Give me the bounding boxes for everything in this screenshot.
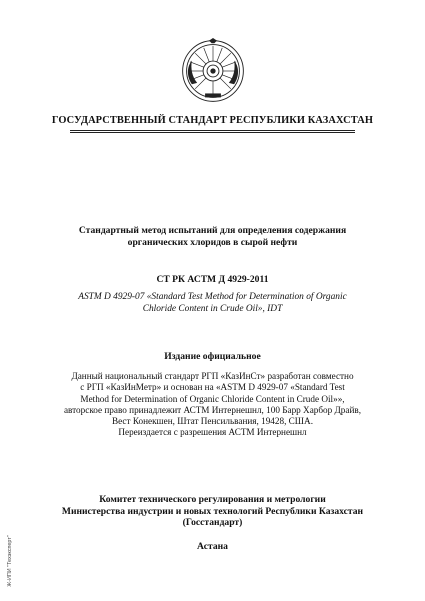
- heading-rule-bottom: [70, 132, 355, 133]
- standard-designation: СТ РК АСТМ Д 4929-2011: [156, 274, 269, 285]
- info-line: Данный национальный стандарт РГП «КазИнСт» разработан совместно: [71, 371, 354, 381]
- committee-line: Министерства индустрии и новых технологий Республики Казахстан: [61, 505, 364, 517]
- info-line: авторское право принадлежит АСТМ Интернешнл, 100 Барр Харбор Драйв,: [63, 404, 362, 415]
- astm-reference-line: Chloride Content in Crude Oil», IDT: [142, 303, 283, 314]
- info-line: Переиздается с разрешения АСТМ Интернешнл: [118, 427, 307, 438]
- committee-line: (Госстандарт): [182, 517, 243, 528]
- state-standard-heading: ГОСУДАРСТВЕННЫЙ СТАНДАРТ РЕСПУБЛИКИ КАЗАХСТАН: [51, 115, 374, 126]
- info-line: Вест Конекшен, Штат Пенсильвания, 19428, США.: [112, 416, 313, 427]
- publication-city: Астана: [197, 541, 228, 552]
- issuing-committee: [0, 494, 425, 529]
- astm-reference-line: ASTM D 4929-07 «Standard Test Method for Determination of Organic: [78, 292, 347, 302]
- info-line: Method for Determination of Organic Chloride Content in Crude Oil»»,: [80, 393, 345, 404]
- heading-rule-top: [70, 130, 355, 131]
- standard-title: [0, 225, 425, 248]
- side-watermark: Ж-ИПИ "Техэксперт": [7, 535, 13, 587]
- standard-title-line: органических хлоридов в сырой нефти: [127, 236, 298, 248]
- standard-title-line: Стандартный метод испытаний для определения содержания: [78, 225, 347, 236]
- astm-reference: [0, 292, 425, 315]
- committee-line: Комитет технического регулирования и метрологии: [99, 494, 326, 505]
- development-info: [0, 371, 425, 439]
- info-line: с РГП «КазИнМетр» и основан на «ASTM D 4929-07 «Standard Test: [80, 382, 345, 393]
- official-edition-label: Издание официальное: [164, 351, 261, 362]
- state-emblem-icon: [180, 38, 246, 104]
